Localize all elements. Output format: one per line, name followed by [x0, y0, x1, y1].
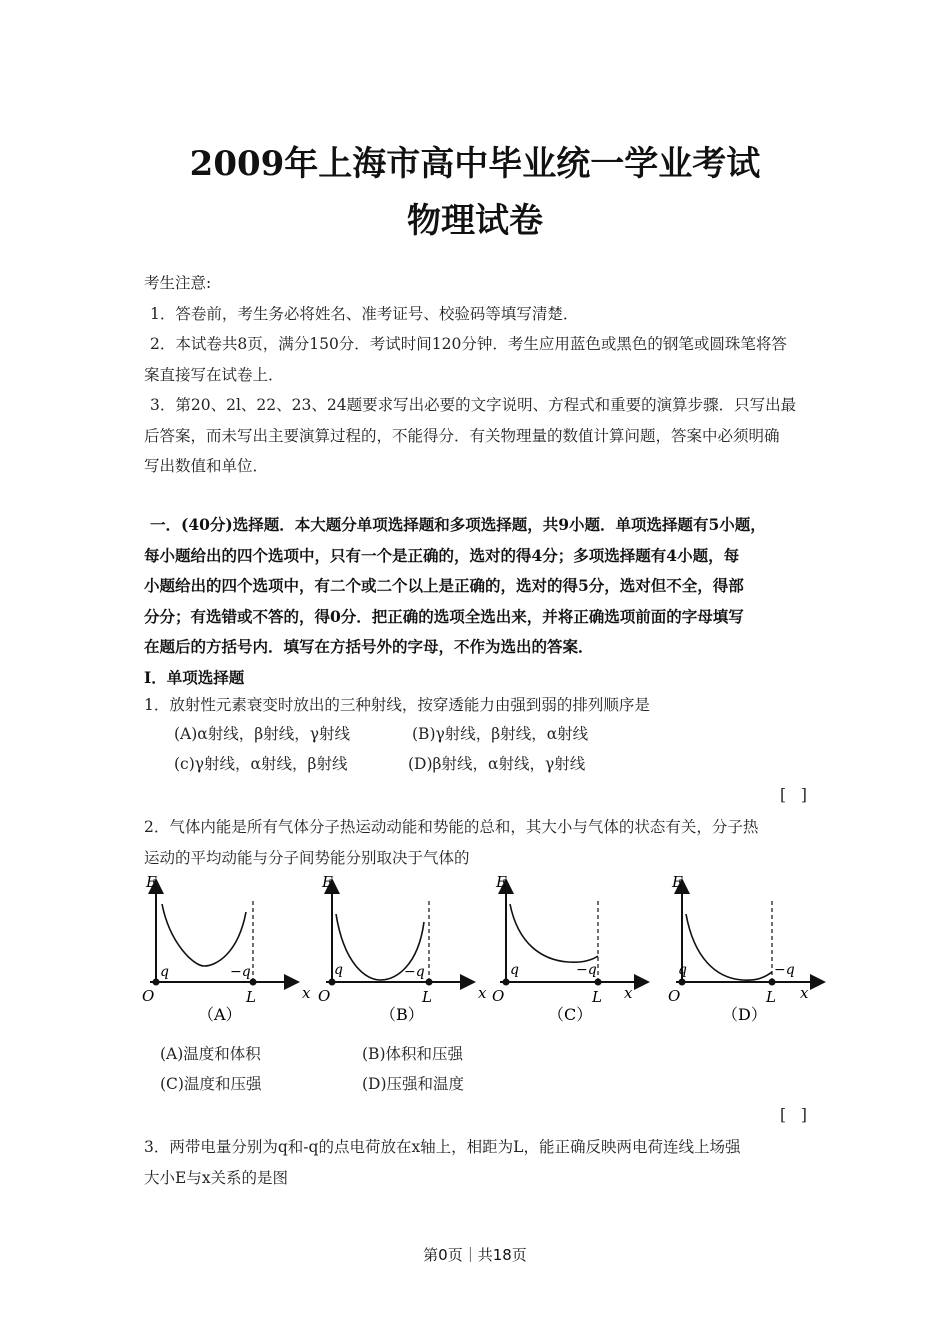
- exam-subtitle: 物理试卷: [407, 201, 543, 241]
- section-1-line-4: 分分；有选错或不答的，得0分．把正确的选项全选出来，并将正确选项前面的字母填写: [144, 606, 744, 626]
- graph-d-neg-q: −q: [774, 962, 795, 978]
- notice-item-2-line-1: 2．本试卷共8页，满分150分．考试时间120分钟．考生应用蓝色或黑色的钢笔或圆珠笔将答: [150, 335, 787, 353]
- graph-a-origin: O: [142, 987, 155, 1005]
- graph-a-y-label: E: [146, 874, 157, 891]
- section-1-line-2: 每小题给出的四个选项中，只有一个是正确的，选对的得4分；多项选择题有4小题，每: [144, 545, 740, 565]
- question-2-option-b: (B)体积和压强: [362, 1045, 463, 1063]
- section-1-line-5: 在题后的方括号内．填写在方括号外的字母，不作为选出的答案．: [144, 637, 594, 656]
- field-strength-graphs: [138, 874, 828, 1026]
- question-1-option-d: (D)β射线，α射线，γ射线: [408, 755, 586, 773]
- page-footer: 第0页｜共18页: [423, 1246, 527, 1264]
- graph-b-neg-q: −q: [404, 964, 425, 980]
- graph-c-caption: （C）: [548, 1005, 593, 1024]
- graph-a-caption: （A）: [198, 1005, 242, 1024]
- exam-title: 2009年上海市高中毕业统一学业考试: [189, 144, 761, 184]
- question-1-option-c: (c)γ射线，α射线，β射线: [174, 755, 348, 773]
- question-3-stem-line-1: 3．两带电量分别为q和-q的点电荷放在x轴上，相距为L，能正确反映两电荷连线上场强: [144, 1138, 741, 1156]
- notice-block: [144, 268, 814, 482]
- graph-d-q: q: [678, 962, 687, 978]
- graph-a-neg-q: −q: [230, 964, 251, 980]
- part-1-heading: Ⅰ．单项选择题: [144, 667, 245, 687]
- graph-c-y-label: E: [496, 874, 507, 891]
- section-1-line-3: 小题给出的四个选项中，有二个或二个以上是正确的，选对的得5分，选对但不全，得部: [144, 576, 744, 595]
- notice-item-3-line-3: 写出数值和单位．: [144, 457, 269, 475]
- question-1-stem-text: 1．放射性元素衰变时放出的三种射线，按穿透能力由强到弱的排列顺序是: [144, 696, 650, 714]
- question-3-stem: [144, 1132, 814, 1193]
- graph-a-L: L: [246, 988, 256, 1006]
- graph-c: [492, 874, 648, 1024]
- graph-c-x-label: x: [624, 984, 633, 1002]
- notice-item-3-line-2: 后答案，而未写出主要演算过程的，不能得分．有关物理量的数值计算问题，答案中必须明确: [144, 426, 780, 445]
- graph-b-caption: （B）: [380, 1005, 424, 1024]
- graph-c-neg-q: −q: [576, 962, 597, 978]
- section-1-instructions: [144, 510, 814, 693]
- question-2-stem-line-2: 运动的平均动能与分子间势能分别取决于气体的: [144, 848, 470, 867]
- graph-b-L: L: [422, 988, 432, 1006]
- question-2-stem-line-1: 2．气体内能是所有气体分子热运动动能和势能的总和，其大小与气体的状态有关，分子热: [144, 818, 759, 836]
- graph-c-origin: O: [492, 987, 505, 1005]
- question-1-option-b: (B)γ射线，β射线，α射线: [412, 725, 589, 743]
- question-2-option-d: (D)压强和温度: [362, 1075, 465, 1093]
- graph-d-caption: （D）: [722, 1005, 767, 1024]
- question-3-stem-line-2: 大小E与x关系的是图: [144, 1168, 289, 1187]
- graph-c-q: q: [510, 962, 519, 978]
- graph-d-origin: O: [668, 987, 681, 1005]
- graph-d-y-label: E: [672, 874, 683, 891]
- graph-b-x-label: x: [478, 984, 487, 1002]
- question-1-answer-bracket: [ ]: [780, 786, 807, 804]
- notice-heading: 考生注意:: [144, 274, 212, 292]
- graph-d: [668, 874, 824, 1024]
- graph-b-q: q: [334, 962, 343, 978]
- notice-item-2-line-2: 案直接写在试卷上．: [144, 365, 284, 384]
- notice-item-1: 1．答卷前，考生务必将姓名、准考证号、校验码等填写清楚．: [150, 304, 579, 323]
- graph-a-q: q: [160, 964, 169, 980]
- question-1-stem: [144, 690, 814, 721]
- graph-d-L: L: [766, 988, 776, 1006]
- graph-b-y-label: E: [322, 874, 333, 891]
- graph-b: [318, 874, 487, 1024]
- question-2-stem: [144, 812, 814, 873]
- graph-d-x-label: x: [800, 984, 809, 1002]
- section-1-line-1: 一．(40分)选择题．本大题分单项选择题和多项选择题，共9小题．单项选择题有5小题，: [150, 515, 766, 534]
- question-2-answer-bracket: [ ]: [780, 1106, 807, 1124]
- question-2-option-a: (A)温度和体积: [160, 1045, 261, 1063]
- question-1-option-a: (A)α射线，β射线，γ射线: [174, 725, 350, 743]
- notice-item-3-line-1: 3．第20、2l、22、23、24题要求写出必要的文字说明、方程式和重要的演算步骤．只写出最: [150, 396, 797, 414]
- graph-a: [142, 874, 311, 1024]
- graph-a-x-label: x: [302, 984, 311, 1002]
- graph-b-origin: O: [318, 987, 331, 1005]
- graph-c-L: L: [592, 988, 602, 1006]
- question-2-option-c: (C)温度和压强: [160, 1075, 262, 1093]
